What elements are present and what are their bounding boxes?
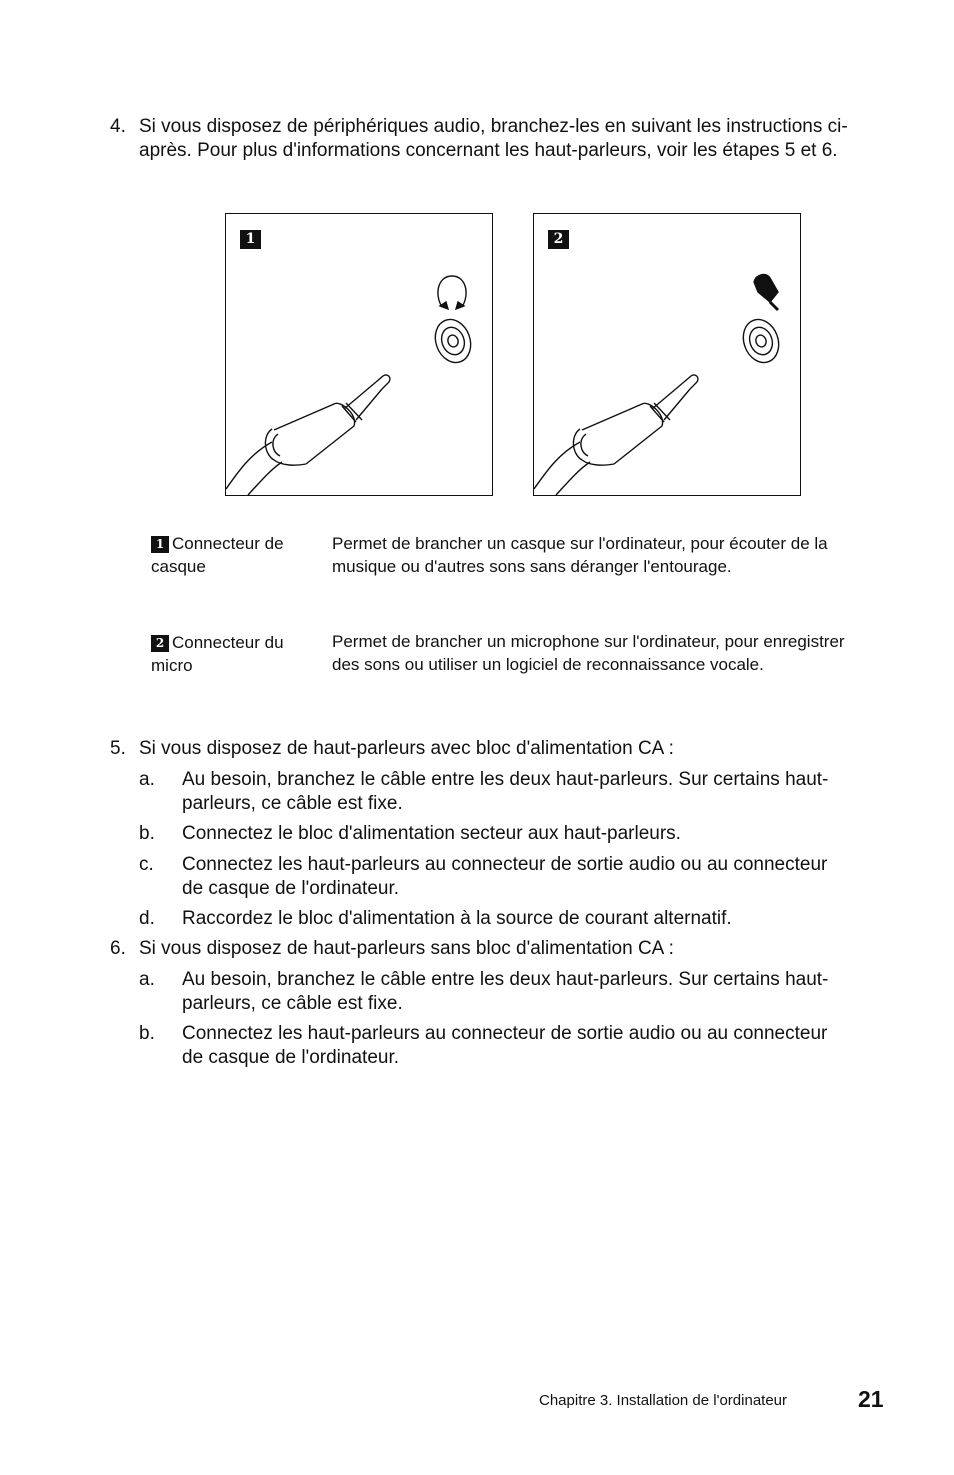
page-number: 21 <box>858 1386 884 1412</box>
jack-socket <box>430 315 477 368</box>
substep-text: Connectez le bloc d'alimentation secteur aux haut-parleurs. <box>182 823 681 844</box>
connector-term-microphone <box>151 631 311 677</box>
figure-badge: 2 <box>548 230 569 249</box>
substep-text: Connectez les haut-parleurs au connecteur de sortie audio ou au connecteur de casque de l'ordinateur. <box>182 854 828 899</box>
substep-letter: d. <box>139 908 155 929</box>
connector-description-headphone: Permet de brancher un casque sur l'ordinateur, pour écouter de la musique ou d'autres sons sans déranger l'entourage. <box>332 534 828 576</box>
microphone-icon <box>754 275 778 310</box>
step-6-number: 6. <box>110 938 126 959</box>
substep-letter: a. <box>139 969 155 990</box>
substep-text: Raccordez le bloc d'alimentation à la source de courant alternatif. <box>182 908 732 929</box>
step-6-text: Si vous disposez de haut-parleurs sans bloc d'alimentation CA : <box>139 938 674 959</box>
step-5-number: 5. <box>110 738 126 759</box>
microphone-plug-illustration <box>534 214 800 495</box>
headphone-icon <box>438 276 466 309</box>
jack-socket <box>738 315 785 368</box>
substep-letter: c. <box>139 854 154 875</box>
connector-term-headphone <box>151 532 311 578</box>
headphone-plug-illustration <box>226 214 492 495</box>
connector-name: Connecteur de casque <box>151 534 284 576</box>
substep-letter: b. <box>139 1023 155 1044</box>
figure-microphone-connector <box>533 213 801 496</box>
step-5-text: Si vous disposez de haut-parleurs avec bloc d'alimentation CA : <box>139 738 674 759</box>
step-4-number: 4. <box>110 116 126 137</box>
figure-headphone-connector <box>225 213 493 496</box>
substep-letter: a. <box>139 769 155 790</box>
substep-text: Connectez les haut-parleurs au connecteur de sortie audio ou au connecteur de casque de l'ordinateur. <box>182 1023 828 1068</box>
substep-text: Au besoin, branchez le câble entre les deux haut-parleurs. Sur certains haut-parleurs, ce câble est fixe. <box>182 769 829 814</box>
figure-badge: 1 <box>240 230 261 249</box>
callout-badge: 2 <box>151 635 169 652</box>
audio-plug <box>226 375 390 495</box>
audio-plug <box>534 375 698 495</box>
connector-description-microphone: Permet de brancher un microphone sur l'ordinateur, pour enregistrer des sons ou utiliser un logiciel de reconnaissance vocale. <box>332 632 845 674</box>
connector-name: Connecteur du micro <box>151 633 284 675</box>
callout-badge: 1 <box>151 536 169 553</box>
substep-text: Au besoin, branchez le câble entre les deux haut-parleurs. Sur certains haut-parleurs, ce câble est fixe. <box>182 969 829 1014</box>
substep-letter: b. <box>139 823 155 844</box>
step-4-text: Si vous disposez de périphériques audio, branchez-les en suivant les instructions ci-après. Pour plus d'informations concernant les haut-parleurs, voir les étapes 5 et 6. <box>139 116 848 161</box>
footer-chapter: Chapitre 3. Installation de l'ordinateur <box>539 1392 788 1409</box>
